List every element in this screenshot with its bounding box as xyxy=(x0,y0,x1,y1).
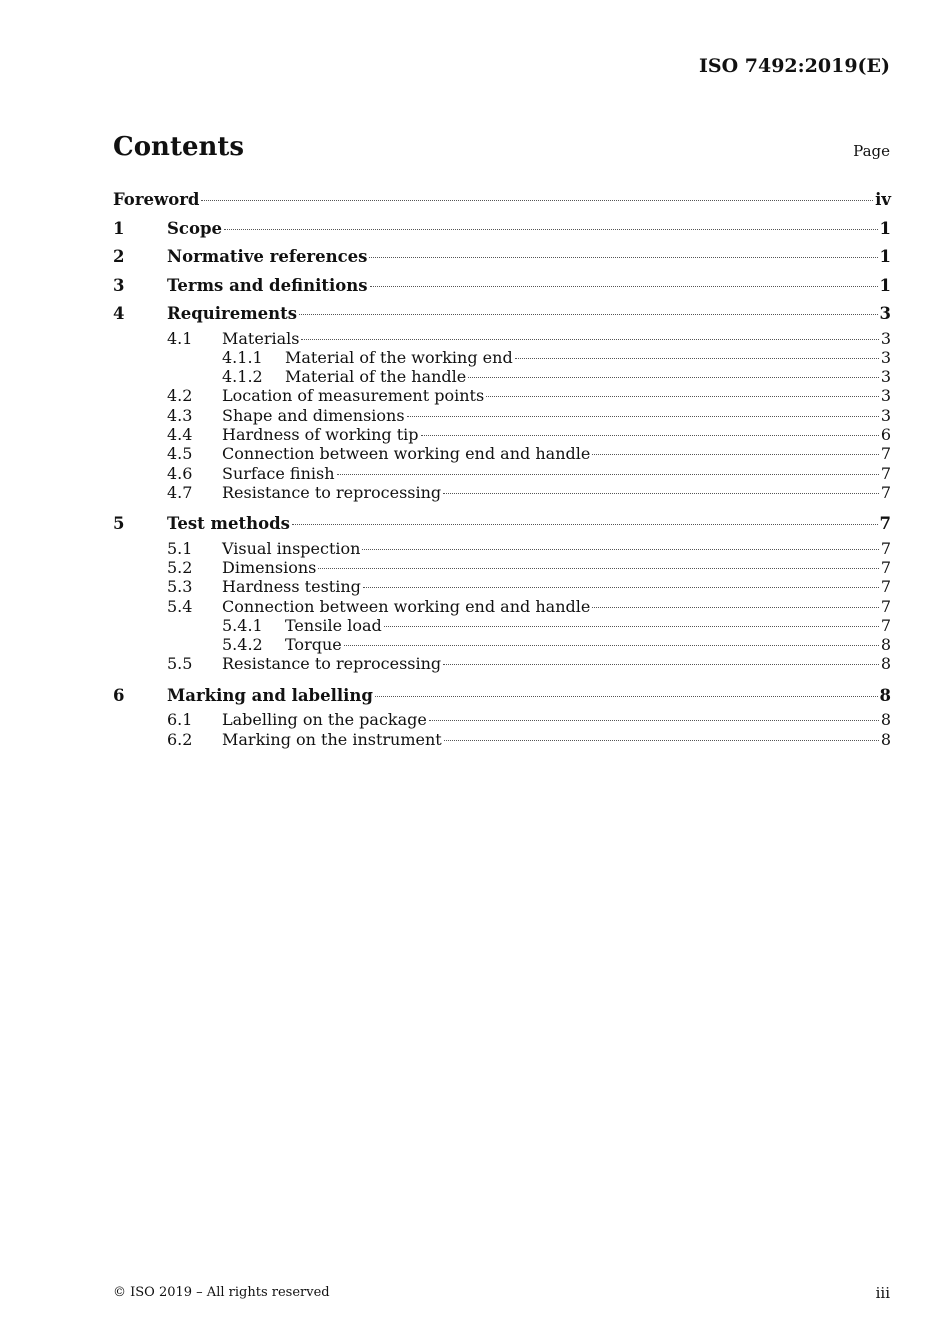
toc-entry-number: 2 xyxy=(113,247,125,266)
toc-dot-leader xyxy=(369,257,877,258)
toc-entry-page[interactable]: 1 xyxy=(879,247,891,266)
toc-entry-label[interactable]: Hardness of working tip xyxy=(222,424,419,444)
toc-entry[interactable] xyxy=(113,386,891,405)
toc-entry-number: 4.2 xyxy=(167,386,193,406)
toc-entry[interactable] xyxy=(113,682,891,711)
toc-entry-label[interactable]: Foreword xyxy=(113,190,200,209)
toc-entry-label[interactable]: Visual inspection xyxy=(222,538,361,558)
toc-entry-label[interactable]: Scope xyxy=(167,218,223,238)
toc-entry-page[interactable]: 8 xyxy=(879,685,891,705)
toc-entry-page[interactable]: 8 xyxy=(880,710,891,730)
toc-dot-leader xyxy=(421,435,879,436)
toc-dot-leader xyxy=(299,314,877,315)
toc-entry[interactable] xyxy=(113,710,891,729)
toc-entry[interactable] xyxy=(113,510,891,539)
toc-dot-leader xyxy=(301,339,878,340)
toc-entry[interactable] xyxy=(113,215,891,244)
toc-entry-label[interactable]: Requirements xyxy=(167,304,298,323)
toc-dot-leader xyxy=(318,568,878,569)
toc-dot-leader xyxy=(370,286,878,287)
toc-entry-number: 4.1.2 xyxy=(222,367,263,387)
toc-entry-label[interactable]: Connection between working end and handle xyxy=(222,444,591,464)
toc-entry-number: 1 xyxy=(113,218,125,238)
toc-entry-label[interactable]: Labelling on the package xyxy=(222,710,427,730)
toc-entry-page[interactable]: 3 xyxy=(879,304,891,323)
toc-entry-page[interactable]: 7 xyxy=(880,482,891,502)
toc-entry[interactable] xyxy=(113,348,891,367)
page-number: iii xyxy=(875,1284,890,1302)
toc-dot-leader xyxy=(201,200,873,201)
toc-entry-page[interactable]: iv xyxy=(875,190,891,209)
toc-dot-leader xyxy=(515,358,879,359)
toc-entry[interactable] xyxy=(113,635,891,654)
toc-dot-leader xyxy=(224,229,878,230)
toc-entry-page[interactable]: 7 xyxy=(880,538,891,558)
toc-dot-leader xyxy=(468,377,879,378)
toc-entry-page[interactable]: 7 xyxy=(879,514,891,534)
toc-entry-number: 6.1 xyxy=(167,710,193,730)
toc-entry-page[interactable]: 7 xyxy=(880,596,891,616)
toc-entry-page[interactable]: 6 xyxy=(880,424,891,444)
toc-entry-number: 5.5 xyxy=(167,654,193,674)
toc-entry-page[interactable]: 7 xyxy=(880,557,891,577)
toc-entry-label[interactable]: Dimensions xyxy=(222,557,317,577)
toc-entry[interactable] xyxy=(113,272,891,301)
toc-entry[interactable] xyxy=(113,558,891,577)
toc-entry-label[interactable]: Surface finish xyxy=(222,463,335,483)
toc-entry-number: 4.7 xyxy=(167,482,193,502)
toc-entry[interactable] xyxy=(113,367,891,386)
toc-entry-label[interactable]: Connection between working end and handle xyxy=(222,596,591,616)
toc-entry-number: 4.1 xyxy=(167,328,193,348)
toc-entry-page[interactable]: 8 xyxy=(880,635,891,655)
page-column-label: Page xyxy=(853,142,890,160)
toc-dot-leader xyxy=(592,454,878,455)
toc-dot-leader xyxy=(592,607,878,608)
toc-dot-leader xyxy=(443,493,879,494)
toc-dot-leader xyxy=(337,474,879,475)
toc-entry[interactable] xyxy=(113,444,891,463)
toc-dot-leader xyxy=(486,396,879,397)
toc-entry-label[interactable]: Normative references xyxy=(167,247,368,266)
toc-entry-page[interactable]: 7 xyxy=(880,577,891,597)
toc-entry-page[interactable]: 3 xyxy=(880,386,891,406)
toc-entry[interactable] xyxy=(113,243,891,272)
toc-entry-label[interactable]: Marking on the instrument xyxy=(222,729,442,749)
toc-entry[interactable] xyxy=(113,577,891,596)
toc-entry-page[interactable]: 7 xyxy=(880,444,891,464)
toc-dot-leader xyxy=(292,524,878,525)
toc-entry-number: 6.2 xyxy=(167,729,193,749)
toc-dot-leader xyxy=(443,664,879,665)
toc-entry-label[interactable]: Shape and dimensions xyxy=(222,405,405,425)
toc-dot-leader xyxy=(375,696,878,697)
toc-entry[interactable] xyxy=(113,425,891,444)
toc-entry-label[interactable]: Resistance to reprocessing xyxy=(222,654,442,674)
toc-entry[interactable] xyxy=(113,406,891,425)
toc-entry-page[interactable]: 8 xyxy=(880,729,891,749)
toc-entry-number: 4.4 xyxy=(167,424,193,444)
toc-entry-number: 4.1.1 xyxy=(222,347,263,367)
toc-entry-number: 3 xyxy=(113,275,125,295)
toc-entry-number: 5.4.2 xyxy=(222,635,263,655)
toc-entry-label[interactable]: Materials xyxy=(222,328,300,348)
toc-entry-number: 5.3 xyxy=(167,577,193,597)
toc-entry-label[interactable]: Torque xyxy=(285,635,342,655)
toc-entry-number: 5.1 xyxy=(167,538,193,558)
toc-entry[interactable] xyxy=(113,616,891,635)
toc-entry-page[interactable]: 3 xyxy=(880,328,891,348)
toc-entry-number: 4 xyxy=(113,304,125,323)
toc-entry-number: 4.5 xyxy=(167,444,193,464)
toc-entry-page[interactable]: 7 xyxy=(880,615,891,635)
toc-dot-leader xyxy=(344,645,879,646)
toc-entry-label[interactable]: Tensile load xyxy=(285,615,382,635)
toc-entry-label[interactable]: Material of the handle xyxy=(285,367,467,387)
page-title: Contents xyxy=(113,132,245,162)
toc-entry-label[interactable]: Hardness testing xyxy=(222,577,361,597)
toc-entry-number: 6 xyxy=(113,685,125,705)
toc-entry-label[interactable]: Marking and labelling xyxy=(167,685,373,705)
toc-dot-leader xyxy=(407,416,879,417)
toc-dot-leader xyxy=(444,740,879,741)
toc-entry-page[interactable]: 3 xyxy=(880,347,891,367)
toc-entry-label[interactable]: Resistance to reprocessing xyxy=(222,482,442,502)
toc-entry-number: 5 xyxy=(113,514,125,534)
toc-entry[interactable] xyxy=(113,300,891,329)
toc-entry-page[interactable]: 7 xyxy=(880,463,891,483)
toc-entry-label[interactable]: Terms and definitions xyxy=(167,275,368,295)
toc-entry[interactable] xyxy=(113,483,891,502)
copyright-notice: © ISO 2019 – All rights reserved xyxy=(113,1285,330,1300)
toc-dot-leader xyxy=(363,587,879,588)
toc-entry-number: 4.6 xyxy=(167,463,193,483)
toc-entry-page[interactable]: 1 xyxy=(879,218,891,238)
toc-entry-page[interactable]: 3 xyxy=(880,405,891,425)
toc-dot-leader xyxy=(384,626,879,627)
toc-entry-label[interactable]: Test methods xyxy=(167,514,290,534)
toc-entry-number: 5.2 xyxy=(167,557,193,577)
toc-entry-label[interactable]: Location of measurement points xyxy=(222,386,485,406)
toc-entry[interactable] xyxy=(113,539,891,558)
toc-entry-number: 5.4 xyxy=(167,596,193,616)
toc-entry-page[interactable]: 1 xyxy=(879,275,891,295)
toc-dot-leader xyxy=(362,549,878,550)
table-of-contents xyxy=(113,186,891,749)
toc-entry[interactable] xyxy=(113,186,891,215)
toc-dot-leader xyxy=(429,720,879,721)
document-id: ISO 7492:2019(E) xyxy=(698,55,890,77)
toc-entry-page[interactable]: 8 xyxy=(880,654,891,674)
toc-entry-page[interactable]: 3 xyxy=(880,367,891,387)
toc-entry[interactable] xyxy=(113,464,891,483)
toc-entry-number: 4.3 xyxy=(167,405,193,425)
toc-entry[interactable] xyxy=(113,329,891,348)
toc-entry[interactable] xyxy=(113,597,891,616)
toc-entry[interactable] xyxy=(113,730,891,749)
toc-entry-number: 5.4.1 xyxy=(222,615,263,635)
toc-entry[interactable] xyxy=(113,654,891,673)
toc-entry-label[interactable]: Material of the working end xyxy=(285,347,513,367)
